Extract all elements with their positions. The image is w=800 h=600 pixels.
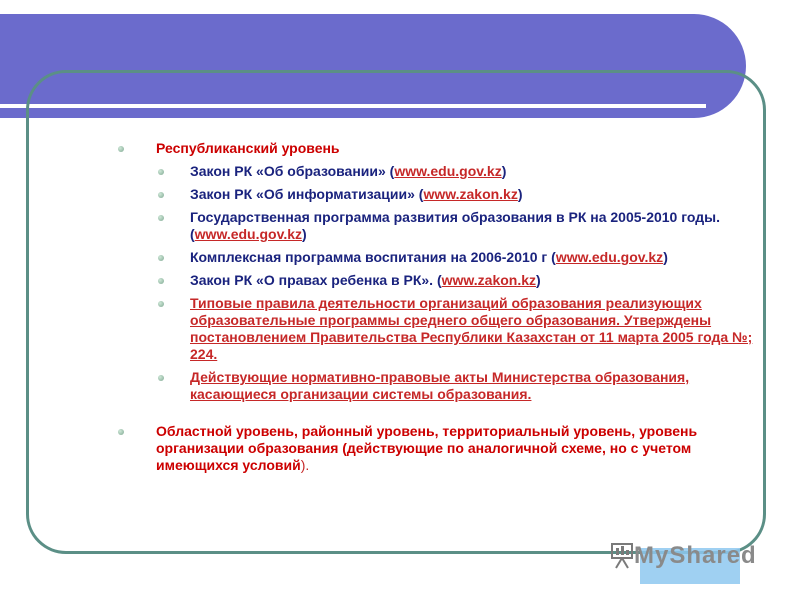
list-item [118,369,768,403]
slide-content [118,140,768,474]
edu-gov-link[interactable]: www.edu.gov.kz [394,163,502,179]
bullet-icon [158,169,164,175]
bullet-icon [158,278,164,284]
list-item: Закон РК «Об образовании» (www.edu.gov.kz) [118,163,768,180]
list-item [118,295,768,363]
watermark-logo [604,540,764,584]
level2-text: Областной уровень, районный уровень, территориальный уровень, уровень организации образования (действующие по аналогичной схеме, но с учетом имеющихся условий). [118,423,768,474]
bullet-icon [158,301,164,307]
edu-gov-link[interactable]: www.edu.gov.kz [194,226,303,242]
zakon-link[interactable]: www.zakon.kz [441,272,537,288]
normative-acts-link[interactable]: Действующие нормативно-правовые акты Министерства образования, касающиеся организации системы образования. [190,369,690,402]
bullet-icon [158,192,164,198]
list-item: Закон РК «Об информатизации» (www.zakon.kz) [118,186,768,203]
bullet-icon [158,375,164,381]
list-item: Комплексная программа воспитания на 2006-2010 г (www.edu.gov.kz) [118,249,768,266]
bullet-icon [158,215,164,221]
list-item: Государственная программа развития образования в РК на 2005-2010 годы. (www.edu.gov.kz) [118,209,768,243]
typical-rules-link[interactable]: Типовые правила деятельности организаций образования реализующих образовательные программы среднего общего образования. Утверждены постановлением Правительства Республики Казахстан от 11 марта 2005 года №; 224. [190,295,753,362]
list-item: Закон РК «О правах ребенка в РК». (www.zakon.kz) [118,272,768,289]
bullet-icon [118,429,124,435]
edu-gov-link[interactable]: www.edu.gov.kz [555,249,664,265]
watermark-text: MyShared [634,542,757,569]
level1-heading: Республиканский уровень [118,140,768,157]
bullet-icon [158,255,164,261]
presentation-board-icon [610,540,636,570]
bullet-icon [118,146,124,152]
zakon-link[interactable]: www.zakon.kz [423,186,518,202]
